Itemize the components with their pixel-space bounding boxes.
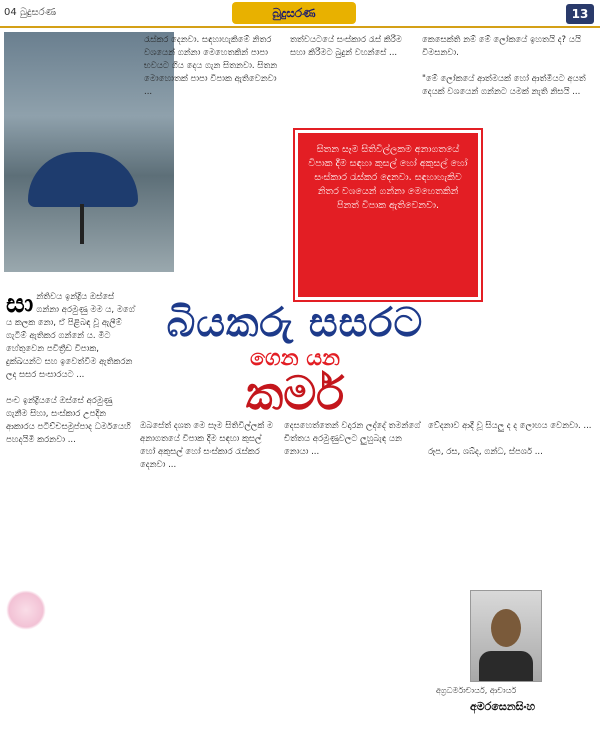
header-divider [0, 26, 600, 28]
article-column-6: දෙසහෙත්තෙන් වදාරන ලද්දේ තමන්ගේ චිත්තය අරමුණුවලට ලුහුබැඳ යන නොයා ... [284, 421, 421, 457]
author-face [491, 609, 521, 647]
article-column-5: ඔබසේත් දශත මෙ සෑම සිතිවිල්ලක් ම අනාගතයේ විපාක දීම සඳහා කුසල් හෝ අකුසල් හෝ සංස්කාර රැස්කර දෙනවා ... [140, 421, 274, 470]
article-title [150, 298, 440, 418]
header-left-text: 04 බුදුසරණ [4, 7, 56, 18]
page-number: 13 [566, 4, 594, 24]
author-body [479, 651, 533, 681]
title-line-2: ගෙන යන [250, 346, 340, 371]
article-column-2: රැස්කර දෙනවා. සඳහාහැකිමේ නිතර වශයෙන් ගන්නා මෙහෙතකින් පාපා භවයට ගිය දෙය ගැන සිතනවා. සිතන මොහොතක් පාපා විපාක ඇතිවෙනවා ... [144, 35, 278, 97]
pull-quote-box: සිතන සෑම සිතිවිල්ලකම අනාගතයේ විපාක දීම සඳහා කුසල් හෝ අකුසල් හෝ සංස්කාර රැස්කර දෙනවා. සඳහාහැකිව නිතර වශයෙන් ගන්නා මෙහෙතකින් පිනත් විපාක ඇතිවෙනවා. [295, 130, 481, 300]
author-photo [470, 590, 542, 682]
umbrella-icon [28, 152, 138, 207]
author-title: අග්‍රධර්මාචාර්ය, ආචාර්ය [436, 686, 517, 695]
publication-logo: බුදුසරණ [232, 2, 356, 24]
title-line-1: බියකරු සසරට [166, 300, 424, 346]
page-header [0, 0, 600, 28]
umbrella-handle [80, 204, 84, 244]
author-name: අමරසෙනසිංහ [470, 700, 536, 713]
article-column-1 [6, 278, 136, 718]
title-line-3: කර්ම [245, 366, 345, 420]
article-column-3: තත්වයටයේ සංස්කාර රැස් කිරීම සහා කිරීමට බුදුන් වහන්සේ ... [290, 35, 402, 58]
column-1-text: න්තිවය ඉන්ද්‍රිය ඔස්සේ ගන්නා අරමුණු මම ය, මගේ ය කලක නො, ඒ පිළිබඳ වූ ඇලීම් ගැටීම් ඇතිකර ගන්නේ ය. මීට හේතුවෙන පවිත්‍රීඩ විපාක, දුක්ඛයන්ට සහ ඉවෙත්වීම ඇතිකරන ලද සසර සංසාරයට ... පංච ඉන්ද්‍රියයේ ඔස්සේ අරමුණු ගැනීම සිහා, සංස්කාර උපදින ආකාරය පටිච්චසමුප්පාද ධර්මයෙහි පහදයිමී කරනවා ... [6, 292, 135, 445]
article-column-7: වේදනාව ආදී වූ සියලු ද ද ලොහය වෙනවා. ... රූප, රස, ශබ්ද, ගන්ධ, ස්පර්ශ ... [428, 421, 592, 457]
drop-cap: සා [6, 289, 34, 319]
article-column-4: කෙසෙක්ති නම් මේ ලෝකයේ ඉහතයි ද? යයි විමසනවා. "මේ ලෝකයේ ආත්මයක් හෝ ආත්මීයට අයත් දෙයක් වශයෙන් ගන්නට යමක් නැති නිසයි ... [422, 35, 586, 97]
